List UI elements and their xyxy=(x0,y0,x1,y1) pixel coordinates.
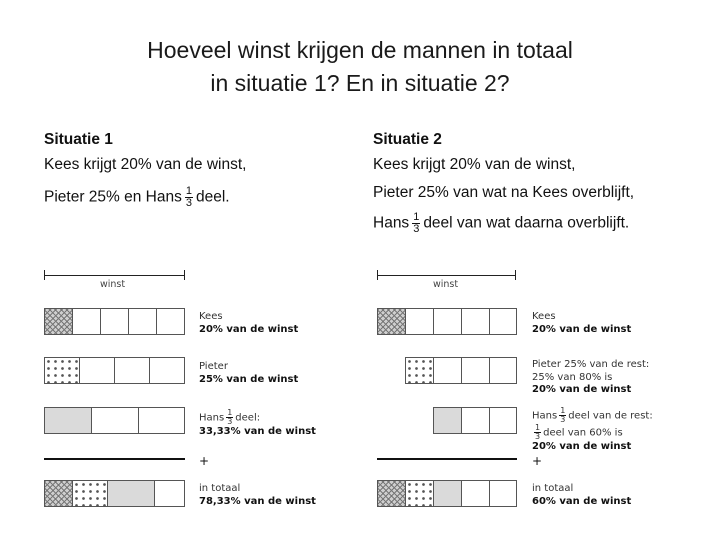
caption-name: in totaal xyxy=(199,483,241,494)
situatie1-winst-line xyxy=(44,275,184,276)
situatie2-heading: Situatie 2 xyxy=(373,131,442,148)
situatie2-text-line1: Kees krijgt 20% van de winst, xyxy=(373,156,576,173)
bar-segment-pieter xyxy=(405,480,434,507)
caption-value: 25% van de winst xyxy=(199,373,299,385)
bar-segment-hans xyxy=(433,480,462,507)
situatie2-winst-tick-right xyxy=(515,270,516,280)
situatie2-hans-caption xyxy=(532,407,653,454)
caption-name: Kees xyxy=(199,311,223,322)
situatie1-totaal-caption xyxy=(199,483,316,508)
situatie2-hans-bar xyxy=(433,407,517,434)
situatie2-pieter-bar xyxy=(405,357,517,384)
caption-line: Hans $\frac{1}{3}$ deel van de rest: xyxy=(532,406,653,424)
fraction-one-third: $\frac{1}{3}$ xyxy=(413,211,420,235)
caption-line: Pieter 25% van de rest: xyxy=(532,359,650,370)
bar-segment-hans xyxy=(107,480,155,507)
bar-segment-kees xyxy=(44,480,73,507)
bar-segment-hans xyxy=(433,407,462,434)
situatie2-text-line3: Hans $\frac{1}{3}$ deel van wat daarna overblijft. xyxy=(373,211,630,235)
bar-segment-kees xyxy=(377,308,406,335)
situatie1-text-line2 xyxy=(44,186,230,209)
situatie1-winst-tick-left xyxy=(44,270,45,280)
situatie2-text-line2: Pieter 25% van wat na Kees overblijft, xyxy=(373,184,635,201)
situatie1-text-line1: Kees krijgt 20% van de winst, xyxy=(44,156,247,173)
situatie1-text-line2-post: deel. xyxy=(195,188,230,206)
page-title xyxy=(0,34,720,100)
situatie1-kees-caption xyxy=(199,311,298,336)
fraction-one-third: $\frac{1}{3}$ xyxy=(535,423,541,441)
bar-segment xyxy=(72,308,101,335)
caption-name: in totaal xyxy=(532,483,574,494)
situatie1-winst-tick-right xyxy=(184,270,185,280)
bar-segment xyxy=(100,308,129,335)
caption-line: $\frac{1}{3}$ deel van 60% is xyxy=(535,423,623,441)
bar-segment xyxy=(489,308,517,335)
situatie2-totaal-caption xyxy=(532,483,631,508)
situatie2-kees-bar xyxy=(377,308,517,335)
bar-segment-kees xyxy=(44,308,73,335)
situatie2-plus-sign: + xyxy=(532,454,543,468)
bar-segment-kees xyxy=(377,480,406,507)
bar-segment xyxy=(489,357,517,384)
caption-line: 25% van 80% is xyxy=(532,371,613,383)
bar-segment xyxy=(461,308,490,335)
bar-segment-pieter xyxy=(405,357,434,384)
caption-value: 20% van de winst xyxy=(532,441,632,452)
bar-segment-pieter xyxy=(72,480,108,507)
situatie1-kees-bar xyxy=(44,308,185,335)
situatie1-hans-caption xyxy=(199,409,316,439)
caption-value: 78,33% van de winst xyxy=(199,495,316,507)
situatie1-heading: Situatie 1 xyxy=(44,131,113,148)
fraction-one-third: $\frac{1}{3}$ xyxy=(185,185,192,209)
bar-segment xyxy=(114,357,150,384)
situatie1-pieter-bar xyxy=(44,357,185,384)
situatie1-plus-sign: + xyxy=(199,454,210,468)
situatie1-sum-line xyxy=(44,458,185,460)
title-line-1: Hoeveel winst krijgen de mannen in totaal xyxy=(147,37,573,63)
fraction-one-third: $\frac{1}{3}$ xyxy=(560,406,566,424)
bar-segment xyxy=(489,407,517,434)
bar-segment-pieter xyxy=(44,357,80,384)
situatie2-winst-line xyxy=(377,275,515,276)
situatie1-hans-bar xyxy=(44,407,185,434)
situatie2-winst-tick-left xyxy=(377,270,378,280)
bar-segment xyxy=(138,407,185,434)
bar-segment xyxy=(405,308,434,335)
situatie2-kees-caption xyxy=(532,311,631,336)
caption-value: 20% van de winst xyxy=(532,323,632,335)
situatie1-pieter-caption xyxy=(199,361,298,386)
situatie2-sum-line xyxy=(377,458,517,460)
title-line-2: in situatie 1? En in situatie 2? xyxy=(210,70,510,96)
caption-value: 33,33% van de winst xyxy=(199,426,316,437)
bar-segment xyxy=(461,480,490,507)
situatie2-totaal-bar xyxy=(377,480,517,507)
caption-name: Kees xyxy=(532,311,556,322)
caption-value: 60% van de winst xyxy=(532,495,632,507)
bar-segment xyxy=(149,357,185,384)
situatie1-totaal-bar xyxy=(44,480,185,507)
bar-segment xyxy=(489,480,517,507)
bar-segment xyxy=(461,407,490,434)
situatie2-pieter-caption xyxy=(532,359,649,397)
bar-segment xyxy=(91,407,139,434)
situatie1-text-line2-pre: Pieter 25% en Hans xyxy=(44,188,182,206)
situatie1-winst-label: winst xyxy=(100,279,126,290)
fraction-one-third: $\frac{1}{3}$ xyxy=(227,408,233,426)
caption-value: 20% van de winst xyxy=(199,323,299,335)
bar-segment xyxy=(128,308,157,335)
bar-segment xyxy=(433,308,462,335)
bar-segment xyxy=(433,357,462,384)
bar-segment xyxy=(79,357,115,384)
caption-name: Hans $\frac{1}{3}$ deel: xyxy=(199,408,261,426)
caption-name: Pieter xyxy=(199,361,228,372)
bar-segment xyxy=(156,308,185,335)
bar-segment-hans xyxy=(44,407,92,434)
bar-segment xyxy=(461,357,490,384)
bar-segment xyxy=(154,480,185,507)
situatie2-winst-label: winst xyxy=(433,279,459,290)
caption-value: 20% van de winst xyxy=(532,384,632,395)
